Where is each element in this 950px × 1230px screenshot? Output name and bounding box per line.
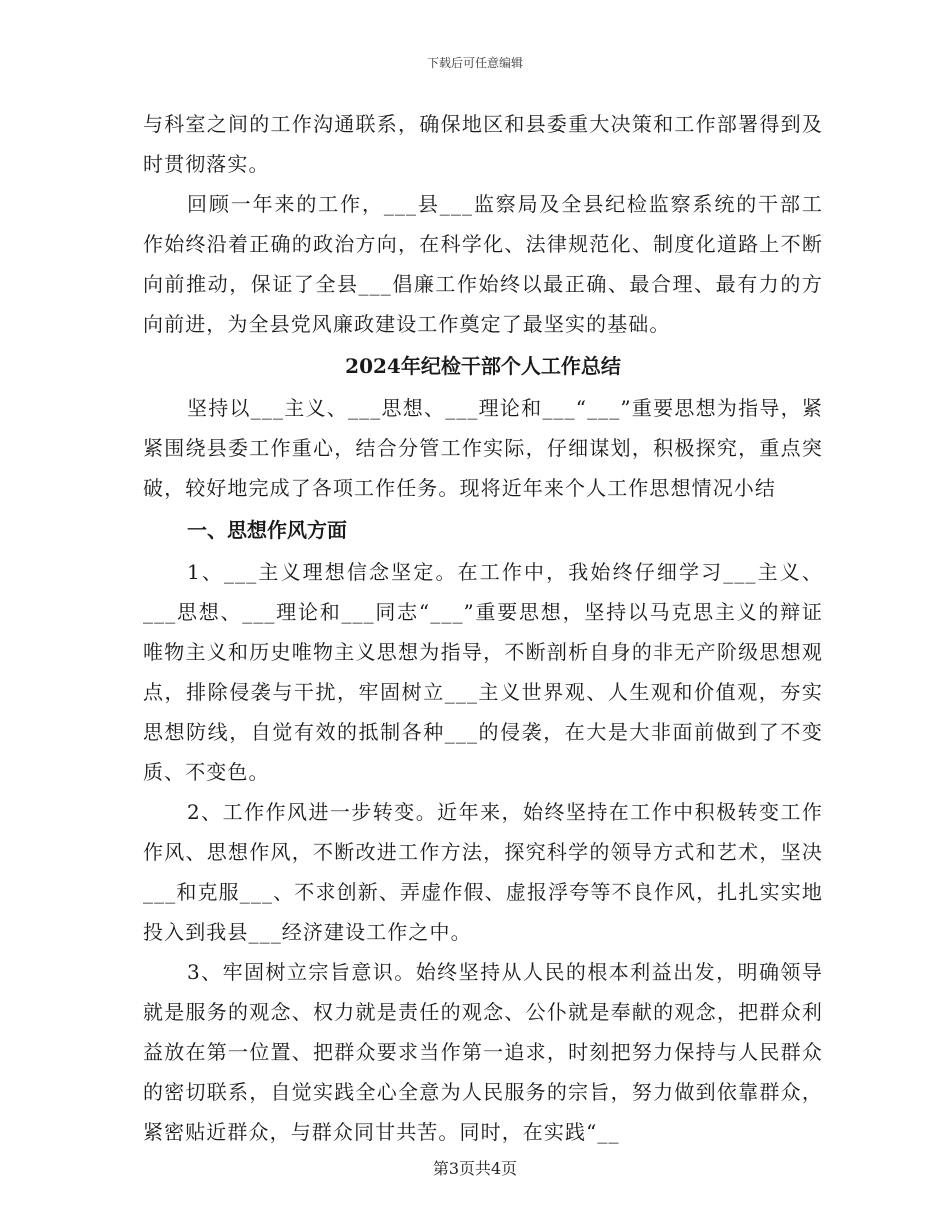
- body-paragraph: 与科室之间的工作沟通联系，确保地区和县委重大决策和工作部署得到及时贯彻落实。: [143, 112, 823, 176]
- document-title: 2024年纪检干部个人工作总结: [345, 354, 621, 378]
- page-header-note: 下载后可任意编辑: [426, 56, 523, 70]
- section-heading: 一、思想作风方面: [187, 518, 347, 542]
- body-paragraph: 1、___主义理想信念坚定。在工作中，我始终仔细学习___主义、___思想、___理论和___同志“___”重要思想，坚持以马克思主义的辩证唯物主义和历史唯物主义思想为指导，不断剖析自身的非无产阶级思想观点，排除侵袭与干扰，牢固树立___主义世界观、人生观和价值观，夯实思想防线，自觉有效的抵制各种___的侵袭，在大是大非面前做到了不变质、不变色。: [143, 560, 823, 784]
- page-number: 第3页共4页: [432, 1159, 518, 1178]
- body-paragraph: 回顾一年来的工作，___县___监察局及全县纪检监察系统的干部工作始终沿着正确的政治方向，在科学化、法律规范化、制度化道路上不断向前推动，保证了全县___倡廉工作始终以最正确、最合理、最有力的方向前进，为全县党风廉政建设工作奠定了最坚实的基础。: [143, 192, 823, 336]
- body-paragraph: 3、牢固树立宗旨意识。始终坚持从人民的根本利益出发，明确领导就是服务的观念、权力就是责任的观念、公仆就是奉献的观念，把群众利益放在第一位置、把群众要求当作第一追求，时刻把努力保持与人民群众的密切联系，自觉实践全心全意为人民服务的宗旨，努力做到依靠群众，紧密贴近群众，与群众同甘共苦。同时，在实践“__: [143, 960, 823, 1144]
- document-body: [143, 104, 823, 1152]
- intro-paragraph: 坚持以___主义、___思想、___理论和___“___”重要思想为指导，紧紧围绕县委工作重心，结合分管工作实际，仔细谋划，积极探究，重点突破，较好地完成了各项工作任务。现将近年来个人工作思想情况小结: [143, 396, 823, 500]
- body-paragraph: 2、工作作风进一步转变。近年来，始终坚持在工作中积极转变工作作风、思想作风，不断改进工作方法，探究科学的领导方式和艺术，坚决___和克服___、不求创新、弄虚作假、虚报浮夸等不良作风，扎扎实实地投入到我县___经济建设工作之中。: [143, 800, 823, 944]
